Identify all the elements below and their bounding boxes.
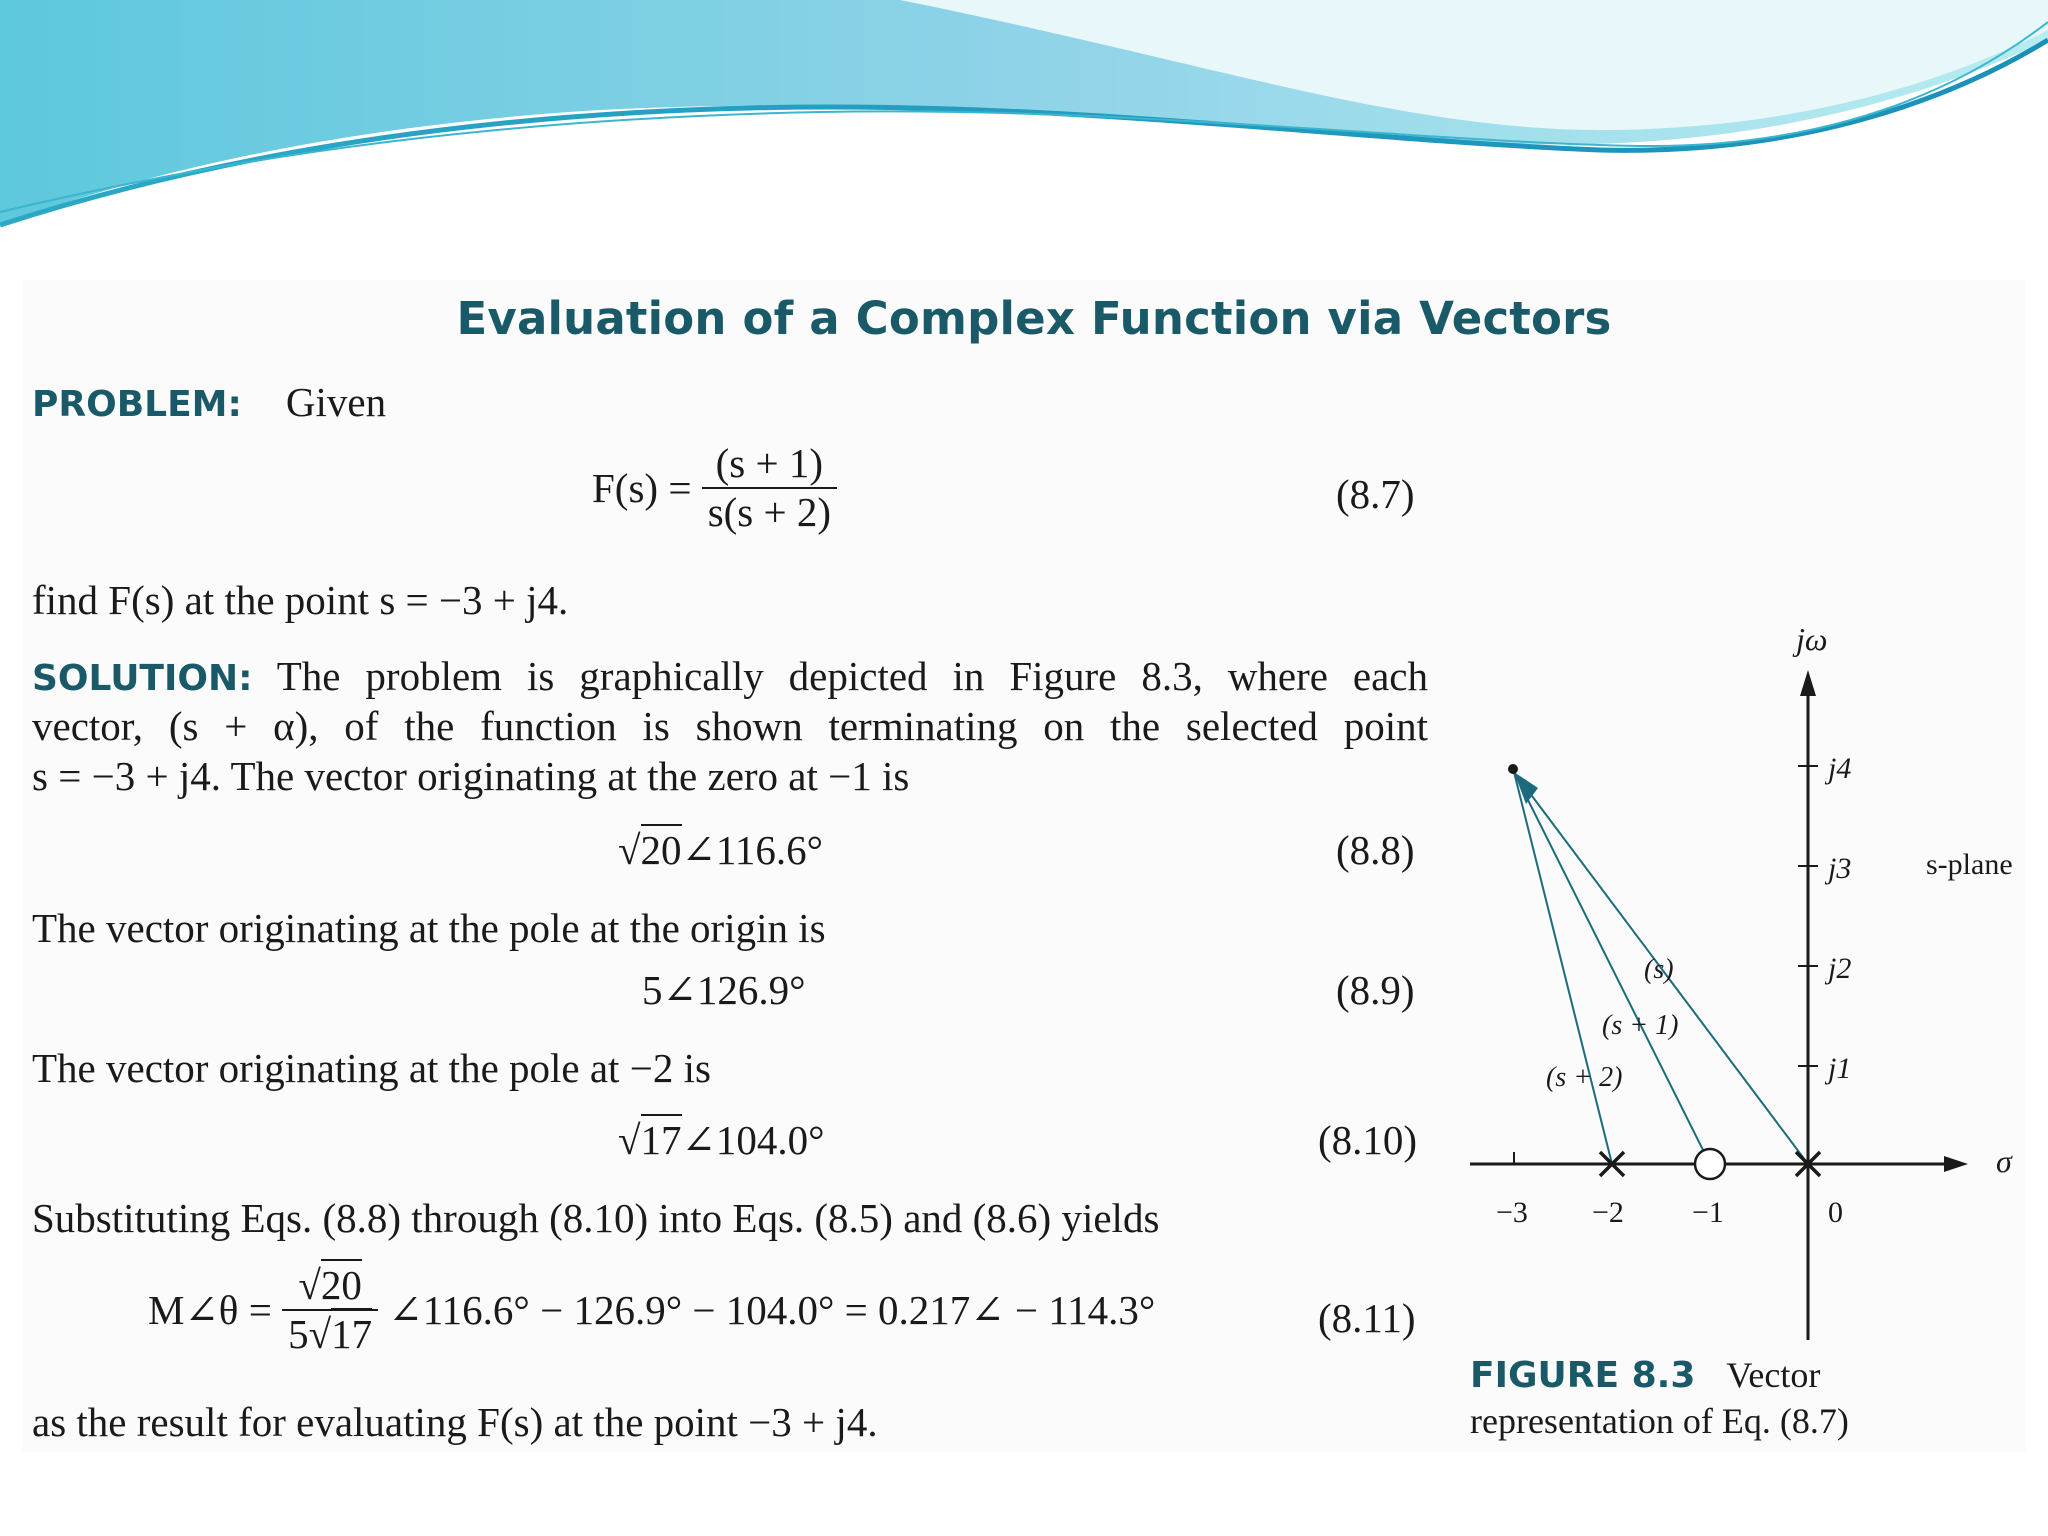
figure-caption-line-2: representation of Eq. (8.7) xyxy=(1470,1401,1849,1441)
eq-8-11-num-radicand: 20 xyxy=(321,1259,362,1308)
eq-number-8-10: (8.10) xyxy=(1318,1117,1418,1163)
eq-8-7-denominator: s(s + 2) xyxy=(707,489,832,536)
solution-line-3: s = −3 + j4. The vector originating at the zero at −1 is xyxy=(32,753,910,799)
eq-8-11-rhs: ∠116.6° − 126.9° − 104.0° = 0.217∠ − 114.3° xyxy=(388,1287,1156,1334)
find-text: find F(s) at the point s = −3 + j4. xyxy=(32,577,569,623)
eq-8-10-angle: ∠104.0° xyxy=(681,1117,825,1163)
vector-label-s-plus-2: (s + 2) xyxy=(1546,1062,1623,1093)
eq-8-7-numerator: (s + 1) xyxy=(702,440,837,489)
eq-8-10-radicand: 17 xyxy=(641,1114,682,1163)
vector-s-plus-1 xyxy=(1514,772,1710,1164)
eq-8-8-radicand: 20 xyxy=(641,824,682,873)
equation-8-10: √17∠104.0° xyxy=(618,1116,825,1164)
eq-number-8-11: (8.11) xyxy=(1318,1295,1416,1341)
vector-label-s: (s) xyxy=(1644,954,1674,985)
y-tick-label-j1: j1 xyxy=(1828,1052,1852,1085)
eq-number-8-8: (8.8) xyxy=(1336,827,1415,873)
vector-s-plus-2 xyxy=(1514,772,1612,1164)
equation-8-9: 5∠126.9° xyxy=(642,967,806,1013)
figure-caption-line-1: Vector xyxy=(1726,1355,1821,1395)
sigma-axis-arrowhead xyxy=(1944,1156,1968,1172)
solution-label: SOLUTION: xyxy=(32,658,253,699)
axis-label-jw: jω xyxy=(1796,621,1828,657)
figure-caption xyxy=(1470,1354,1820,1396)
y-tick-label-j4: j4 xyxy=(1828,752,1852,785)
x-tick-label-minus-1: −1 xyxy=(1692,1196,1724,1229)
eq-8-11-denominator: 5√17 xyxy=(282,1311,378,1358)
eq-number-8-7: (8.7) xyxy=(1336,471,1415,517)
solution-line-1-text: The problem is graphically depicted in Figure 8.3, where each xyxy=(276,653,1428,699)
text-pole-origin: The vector originating at the pole at the origin is xyxy=(32,905,826,951)
splane-label: s-plane xyxy=(1926,848,2013,881)
y-tick-label-j2: j2 xyxy=(1828,952,1852,985)
eq-8-11-numerator: √20 xyxy=(282,1262,378,1311)
result-text: as the result for evaluating F(s) at the point −3 + j4. xyxy=(32,1399,878,1445)
eq-number-8-9: (8.9) xyxy=(1336,967,1415,1013)
eq-8-7-lhs: F(s) = xyxy=(592,465,692,512)
problem-intro: Given xyxy=(285,379,387,425)
eq-8-8-angle: ∠116.6° xyxy=(681,827,823,873)
x-tick-label-minus-2: −2 xyxy=(1592,1196,1624,1229)
zero-marker xyxy=(1695,1149,1725,1179)
eq-8-11-den-radicand: 17 xyxy=(331,1308,372,1357)
text-pole-minus-2: The vector originating at the pole at −2 is xyxy=(32,1045,711,1091)
equation-8-8: √20∠116.6° xyxy=(618,826,823,874)
eq-8-11-lhs: M∠θ = xyxy=(148,1287,272,1334)
x-tick-label-0: 0 xyxy=(1828,1196,1843,1229)
problem-label: PROBLEM: xyxy=(32,384,242,425)
axis-label-sigma: σ xyxy=(1996,1143,2012,1179)
eq-8-11-den-coef: 5 xyxy=(288,1311,309,1358)
selected-point xyxy=(1508,764,1518,774)
vector-label-s-plus-1: (s + 1) xyxy=(1602,1010,1679,1041)
substitution-text: Substituting Eqs. (8.8) through (8.10) into Eqs. (8.5) and (8.6) yields xyxy=(32,1195,1160,1241)
jw-axis-arrowhead xyxy=(1800,670,1816,696)
solution-line-2: vector, (s + α), of the function is shown terminating on the selected point xyxy=(32,703,1428,749)
y-tick-label-j3: j3 xyxy=(1828,852,1852,885)
x-tick-label-minus-3: −3 xyxy=(1496,1196,1528,1229)
figure-caption-label: FIGURE 8.3 xyxy=(1470,1355,1696,1396)
page-title: Evaluation of a Complex Function via Vectors xyxy=(456,292,1612,345)
